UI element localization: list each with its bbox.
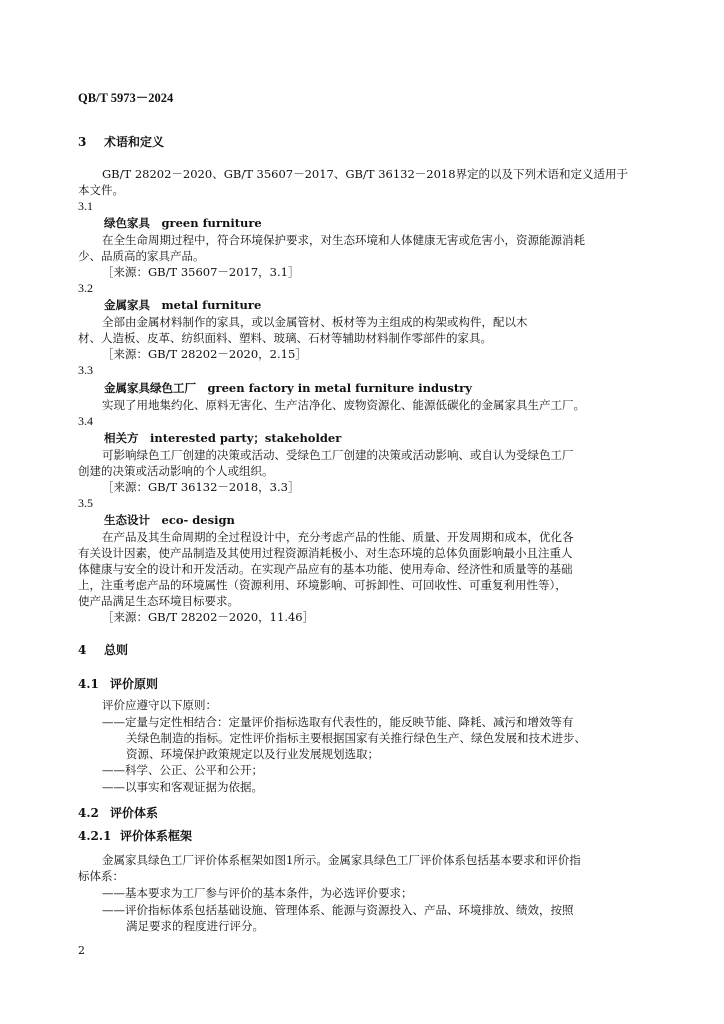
section-3-intro-line-1: GB/T 28202－2020、GB/T 35607－2017、GB/T 36132－2018界定的以及下列术语和定义适用于 (102, 167, 629, 181)
term-definition-line: 使产品满足生态环境目标要求。 (78, 594, 239, 608)
term-definition-line: 材、人造板、皮革、纺织面料、塑料、玻璃、石材等辅助材料制作零部件的家具。 (78, 331, 492, 345)
term-heading: 生态设计 eco- design (104, 513, 235, 527)
subsection-4-2-1-heading (78, 828, 192, 845)
term-heading: 相关方 interested party；stakeholder (104, 431, 342, 445)
framework-item-line: ——评价指标体系包括基础设施、管理体系、能源与资源投入、产品、环境排放、绩效，按照 (102, 903, 574, 917)
framework-paragraph-line: 标体系： (78, 869, 124, 883)
section-number: 3 (78, 135, 87, 149)
subsection-4-1-heading (78, 676, 158, 693)
principle-item-line: ——以事实和客观证据为依据。 (102, 780, 263, 794)
term-definition-line: 在全生命周期过程中，符合环境保护要求，对生态环境和人体健康无害或危害小，资源能源消耗 (102, 233, 585, 247)
term-definition-line: 在产品及其生命周期的全过程设计中，充分考虑产品的性能、质量、开发周期和成本，优化各 (102, 530, 574, 544)
term-number: 3.4 (78, 414, 93, 428)
section-title: 总则 (104, 643, 129, 657)
term-source: ［来源：GB/T 28202－2020，11.46］ (102, 610, 315, 624)
section-title: 术语和定义 (104, 135, 165, 149)
principle-item-line: ——科学、公正、公平和公开； (102, 763, 263, 777)
term-source: ［来源：GB/T 28202－2020，2.15］ (102, 347, 307, 361)
term-number: 3.2 (78, 281, 93, 295)
term-number: 3.3 (78, 363, 93, 377)
standard-number: QB/T 5973－2024 (78, 91, 174, 105)
subsection-number: 4.2 (78, 806, 99, 820)
term-number: 3.5 (78, 496, 93, 510)
term-heading: 绿色家具 green furniture (104, 216, 262, 230)
framework-paragraph-line: 金属家具绿色工厂评价体系框架如图1所示。金属家具绿色工厂评价体系包括基本要求和评价指 (102, 853, 581, 867)
term-heading: 金属家具 metal furniture (104, 298, 262, 312)
subsection-title: 评价体系 (110, 806, 159, 820)
term-definition-line: 体健康与安全的设计和开发活动。在实现产品应有的基本功能、使用寿命、经济性和质量等的基础 (78, 562, 573, 576)
subsection-title: 评价原则 (110, 677, 159, 691)
principle-item-line: 资源、环境保护政策规定以及行业发展规划选取； (126, 747, 379, 761)
framework-item-line: ——基本要求为工厂参与评价的基本条件，为必选评价要求； (102, 886, 413, 900)
principle-item-line: 关绿色制造的指标。定性评价指标主要根据国家有关推行绿色生产、绿色发展和技术进步、 (126, 731, 586, 745)
term-source: ［来源：GB/T 36132－2018，3.3］ (102, 480, 300, 494)
section-number: 4 (78, 643, 87, 657)
principle-item-line: ——定量与定性相结合：定量评价指标选取有代表性的，能反映节能、降耗、减污和增效等有 (102, 715, 574, 729)
term-definition-line: 少、品质高的家具产品。 (78, 249, 205, 263)
term-source: ［来源：GB/T 35607－2017，3.1］ (102, 265, 300, 279)
term-definition-line: 有关设计因素，使产品制造及其使用过程资源消耗极小、对生态环境的总体负面影响最小且注重人 (78, 546, 573, 560)
subsection-4-2-heading (78, 805, 158, 822)
term-number: 3.1 (78, 199, 93, 213)
term-definition-line: 实现了用地集约化、原料无害化、生产洁净化、废物资源化、能源低碳化的金属家具生产工厂。 (102, 398, 585, 412)
subsection-number: 4.2.1 (78, 829, 112, 843)
subsection-number: 4.1 (78, 677, 99, 691)
term-definition-line: 可影响绿色工厂创建的决策或活动、受绿色工厂创建的决策或活动影响、或自认为受绿色工厂 (102, 448, 574, 462)
term-definition-line: 创建的决策或活动影响的个人或组织。 (78, 464, 274, 478)
section-4-heading (78, 642, 128, 659)
page-number: 2 (78, 944, 85, 957)
section-3-intro-line-2: 本文件。 (78, 183, 124, 197)
term-definition-line: 上，注重考虑产品的环境属性（资源利用、环境影响、可拆卸性、可回收性、可重复利用性等）， (78, 578, 567, 592)
subsection-title: 评价体系框架 (120, 829, 193, 843)
term-definition-line: 全部由金属材料制作的家具，或以金属管材、板材等为主组成的构架或构件，配以木 (102, 315, 528, 329)
principles-intro: 评价应遵守以下原则： (102, 698, 217, 712)
framework-item-line: 满足要求的程度进行评分。 (126, 919, 264, 933)
section-3-heading (78, 134, 164, 151)
term-heading: 金属家具绿色工厂 green factory in metal furniture industry (104, 381, 472, 395)
